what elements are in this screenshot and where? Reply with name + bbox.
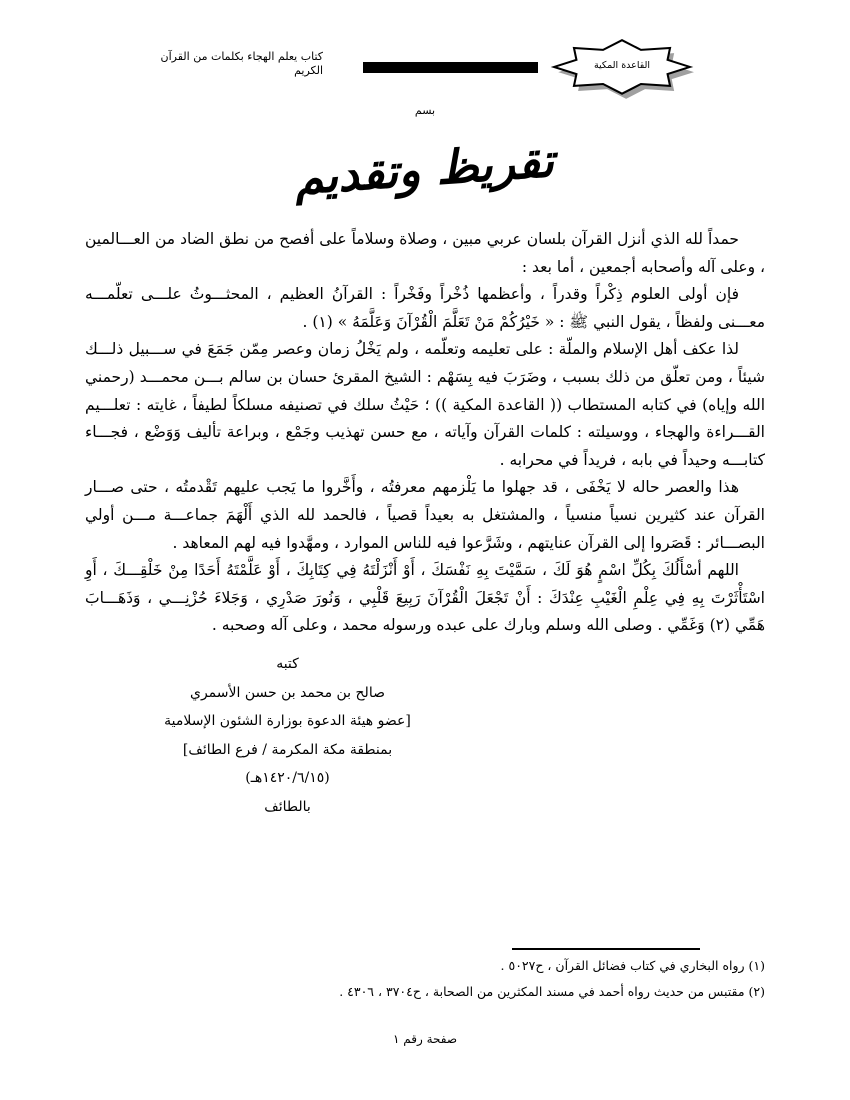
signature-date: (١٤٢٠/٦/١٥هـ) (245, 770, 330, 786)
header-book-title: كتاب يعلم الهجاء بكلمات من القرآن الكريم (160, 50, 323, 77)
body-paragraph: لذا عكف أهل الإسلام والملّة : على تعليمه وتعلّمه ، ولم يَخْلُ زمان وعصر مِمّن جَمَعَ في ســـبيل ذلـــك شيئاً ، ومن تعلّق من ذلك بسبب ، وضَرَبَ فيه بِسَهْم : الشيخ المقرئ حسان بن سالم بـــن محمـــد (رحمني الله وإياه) في كتابه المستطاب (( القاعدة المكية )) ؛ حَيْثُ سلك في تصنيفه مسلكاً لطيفاً ، غايته : تعلـــيم القـــراءة والهجاء ، ووسيلته : كلمات القرآن وآياته ، مع حسن تهذيب وجَمْع ، وبراعة تأليف وَوَضْع ، فجـــاء كتابـــه وحيداً في بابه ، فريداً في محرابه . (85, 340, 765, 469)
footnote-item: (١) رواه البخاري في كتاب فضائل القرآن ، ح٥٠٢٧ . (500, 958, 765, 973)
signature-block (130, 650, 445, 821)
body-paragraph: اللهم أسْأَلُكَ بِكُلِّ اسْمٍ هُوَ لَكَ ، سَمَّيْتَ بِهِ نَفْسَكَ ، أَوْ أَنْزَلْتَهُ فِي كِتَابِكَ ، أَوْ عَلَّمْتَهُ أَحَدًا مِنْ خَلْقِـــكَ ، أَوِ اسْتَأْثَرْتَ بِهِ فِي عِلْمِ الْغَيْبِ عِنْدَكَ : أَنْ تَجْعَلَ الْقُرْآنَ رَبِيعَ قَلْبِي ، وَنُورَ صَدْرِي ، وَجَلاءَ حُزْنِـــي ، وَذَهَـــابَ هَمِّي (٢) وَغَمِّي . وصلى الله وسلم وبارك على عبده ورسوله محمد ، وعلى آله وصحبه . (85, 561, 765, 635)
page-title: تقريظ وتقديم (292, 133, 556, 206)
signature-written-by: كتبه (276, 656, 299, 672)
body-paragraph: حمداً لله الذي أنزل القرآن بلسان عربي مبين ، وصلاة وسلاماً على أفصح من نطق الضاد من العـــالمين ، وعلى آله وأصحابه أجمعين ، أما بعد : (85, 230, 765, 276)
footnotes (85, 953, 765, 1005)
badge-label: القاعدة المكية (593, 59, 651, 71)
footnote-item: (٢) مقتبس من حديث رواه أحمد في مسند المكثرين من الصحابة ، ح٣٧٠٤ ، ٤٣٠٦ . (339, 984, 765, 999)
body-paragraph: هذا والعصر حاله لا يَخْفَى ، قد جهلوا ما يَلْزمهم معرفتُه ، وأَخَّروا ما يَجب عليهم تَقْدمتُه ، حتى صـــار القرآن عند كثيرين نسياً منسياً ، والمشتغل به بعيداً قصياً ، فالحمد لله الذي أَلْهَمَ جماعـــة مـــن أولي البصـــائر : قَصَروا إلى القرآن عنايتهم ، وشَرَّعوا فيه للناس الموارد ، ومهَّدوا فيه لهم المعاهد . (85, 478, 765, 552)
page-number: صفحة رقم ١ (392, 1032, 458, 1046)
footnote-separator (512, 948, 700, 950)
bismillah-text: بسم (414, 104, 436, 117)
chapter-badge-stamp (550, 38, 694, 100)
signature-role-line2: بمنطقة مكة المكرمة / فرع الطائف] (182, 741, 393, 758)
body-paragraph: فإن أولى العلوم ذِكْراً وقدراً ، وأعظمها ذُخْراً وفَخْراً : القرآنُ العظيم ، المحثـــوثُ علـــى تعلّمـــه معـــنى ولفظاً ، يقول النبي ﷺ : « خَيْرُكُمْ مَنْ تَعَلَّمَ الْقُرْآنَ وَعَلَّمَهُ » (١) . (85, 285, 765, 331)
signature-place: بالطائف (264, 798, 311, 815)
body-text (85, 226, 765, 640)
signature-author-name: صالح بن محمد بن حسن الأسمري (190, 684, 385, 701)
header-rule (363, 62, 538, 73)
signature-role-line1: [عضو هيئة الدعوة بوزارة الشئون الإسلامية (164, 713, 411, 729)
